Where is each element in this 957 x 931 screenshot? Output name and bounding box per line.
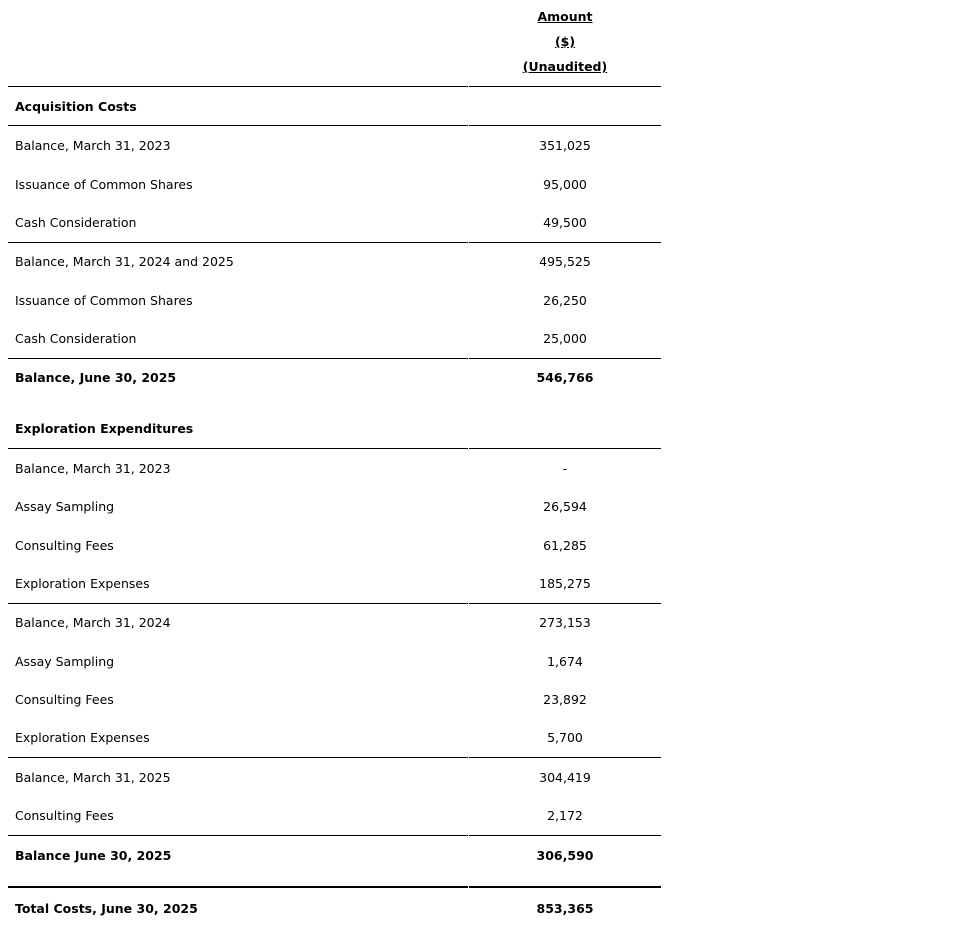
table-row xyxy=(8,574,661,594)
row-value: 26,594 xyxy=(543,499,587,514)
row-label: Balance, March 31, 2023 xyxy=(15,138,171,153)
row-value: 273,153 xyxy=(539,615,591,630)
table-row xyxy=(8,291,661,311)
header-amount: Amount xyxy=(537,9,593,24)
subtotal-row xyxy=(8,846,661,866)
row-value: 306,590 xyxy=(536,848,594,863)
section-heading-exploration xyxy=(8,419,661,439)
row-label: Assay Sampling xyxy=(15,499,115,514)
total-value: 853,365 xyxy=(536,901,594,916)
row-value: 25,000 xyxy=(543,331,587,346)
row-label: Balance, March 31, 2024 xyxy=(15,615,171,630)
table-row xyxy=(8,252,661,272)
row-label: Consulting Fees xyxy=(15,808,114,823)
section-heading-label: Exploration Expenditures xyxy=(15,421,194,436)
table-row xyxy=(8,136,661,156)
table-row xyxy=(8,459,661,479)
row-value: 49,500 xyxy=(543,215,587,230)
row-value: 26,250 xyxy=(543,293,587,308)
row-label: Issuance of Common Shares xyxy=(15,177,193,192)
row-value: 1,674 xyxy=(547,654,583,669)
row-value: 546,766 xyxy=(536,370,594,385)
row-value: 23,892 xyxy=(543,692,587,707)
row-value: 95,000 xyxy=(543,177,587,192)
table-row xyxy=(8,690,661,710)
row-label: Balance, March 31, 2023 xyxy=(15,461,171,476)
header-unaudited: (Unaudited) xyxy=(522,59,608,74)
total-label: Total Costs, June 30, 2025 xyxy=(15,901,198,916)
table-row xyxy=(8,768,661,788)
row-label: Cash Consideration xyxy=(15,215,137,230)
row-value: 2,172 xyxy=(547,808,583,823)
row-label: Exploration Expenses xyxy=(15,576,150,591)
row-label: Balance, March 31, 2024 and 2025 xyxy=(15,254,234,269)
row-label: Consulting Fees xyxy=(15,538,114,553)
subtotal-row xyxy=(8,368,661,388)
row-value: 304,419 xyxy=(539,770,591,785)
row-value: 351,025 xyxy=(539,138,591,153)
row-value: 495,525 xyxy=(539,254,591,269)
total-row xyxy=(8,899,661,919)
row-label: Consulting Fees xyxy=(15,692,114,707)
row-label: Cash Consideration xyxy=(15,331,137,346)
table-row xyxy=(8,536,661,556)
row-label: Issuance of Common Shares xyxy=(15,293,193,308)
row-value: - xyxy=(562,461,568,476)
table-row xyxy=(8,806,661,826)
row-label: Balance June 30, 2025 xyxy=(15,848,172,863)
section-heading-label: Acquisition Costs xyxy=(15,99,137,114)
amount-column-header xyxy=(469,8,661,83)
table-row xyxy=(8,613,661,633)
section-heading-acquisition xyxy=(8,97,661,117)
table-row xyxy=(8,329,661,349)
table-row xyxy=(8,728,661,748)
row-value: 5,700 xyxy=(547,730,583,745)
row-label: Balance, June 30, 2025 xyxy=(15,370,177,385)
table-row xyxy=(8,175,661,195)
table-row xyxy=(8,213,661,233)
header-currency: ($) xyxy=(554,34,576,49)
table-row xyxy=(8,497,661,517)
row-label: Assay Sampling xyxy=(15,654,115,669)
row-value: 61,285 xyxy=(543,538,587,553)
row-label: Balance, March 31, 2025 xyxy=(15,770,171,785)
row-label: Exploration Expenses xyxy=(15,730,150,745)
row-value: 185,275 xyxy=(539,576,591,591)
table-row xyxy=(8,652,661,672)
